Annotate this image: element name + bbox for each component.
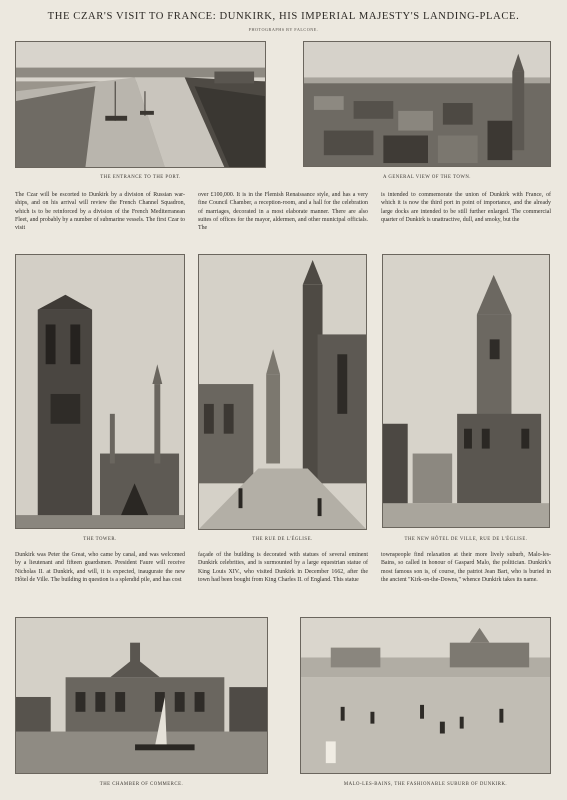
- caption-entrance-to-port: THE ENTRANCE TO THE PORT.: [100, 175, 181, 180]
- photo-malo-les-bains: [300, 617, 551, 774]
- article-text-col1-top: The Czar will be escorted to Dunkirk by a division of Russian war-ships, and on his arrival will review the French Channel Squadron, which is to be reinforced by a division of the French Mediterranean Fleet, and probably by a number of submarine vessels. The first Czar to visit: [15, 192, 185, 232]
- caption-chamber-of-commerce: THE CHAMBER OF COMMERCE.: [99, 782, 184, 787]
- caption-general-view: A GENERAL VIEW OF THE TOWN.: [382, 175, 472, 180]
- caption-new-hotel-de-ville: THE NEW HÔTEL DE VILLE, RUE DE L'ÉGLISE.: [404, 537, 528, 542]
- article-text-col1-bottom: Dunkirk was Peter the Great, who came by canal, and was welcomed by a lieutenant and fifteen guardsmen. President Faure will receive Nicholas II. at Dunkirk, and will, it is expected, inaugurate the new Hôtel de Ville. The building in question is a splendid pile, and has cost: [15, 552, 185, 583]
- page-title: THE CZAR'S VISIT TO FRANCE: DUNKIRK, HIS IMPERIAL MAJESTY'S LANDING-PLACE.: [47, 11, 520, 22]
- photo-chamber-of-commerce: [15, 617, 268, 774]
- photo-general-view-of-town: [303, 41, 551, 167]
- photo-entrance-to-port: [15, 41, 266, 168]
- article-text-col3-bottom: townspeople find relaxation at their more lively suburb, Malo-les-Bains, so called in honour of Gaspard Malo, the politician. Dunkirk's most famous son is, of course, the patriot Jean Bart, who is buried in the ancient "Kirk-on-the-Downs," whence Dunkirk takes its name.: [381, 552, 551, 583]
- caption-rue-de-leglise: THE RUE DE L'ÉGLISE.: [252, 537, 313, 542]
- caption-tower: THE TOWER.: [83, 537, 117, 542]
- photo-the-tower: [15, 254, 185, 529]
- article-text-col2-bottom: façade of the building is decorated with statues of several eminent Dunkirk celebrities, and is surmounted by a large equestrian statue of King Louis XIV., who visited Dunkirk in December 1662, after the town had been bought from King Charles II. of England. This statue: [198, 552, 368, 583]
- caption-malo-les-bains: MALO-LES-BAINS, THE FASHIONABLE SUBURB OF DUNKIRK.: [343, 782, 508, 787]
- article-text-col3-top: is intended to commemorate the union of Dunkirk with France, of which it is now the third port in point of importance, and the already large docks are intended to be still further enlarged. The commercial quarter of Dunkirk is unattractive, dull, and smoky, but the: [381, 192, 551, 223]
- photo-new-hotel-de-ville: [382, 254, 550, 528]
- article-text-col2-top: over £100,000. It is in the Flemish Renaissance style, and has a very fine Council Chamber, a reception-room, and a hall for the celebration of marriages, decorated in a most elaborate manner. There are also suites of offices for the mayor, aldermen, and other municipal officials. The: [198, 192, 368, 232]
- photo-credit: PHOTOGRAPHS BY FALCONE.: [248, 27, 319, 32]
- photo-rue-de-leglise: [198, 254, 367, 530]
